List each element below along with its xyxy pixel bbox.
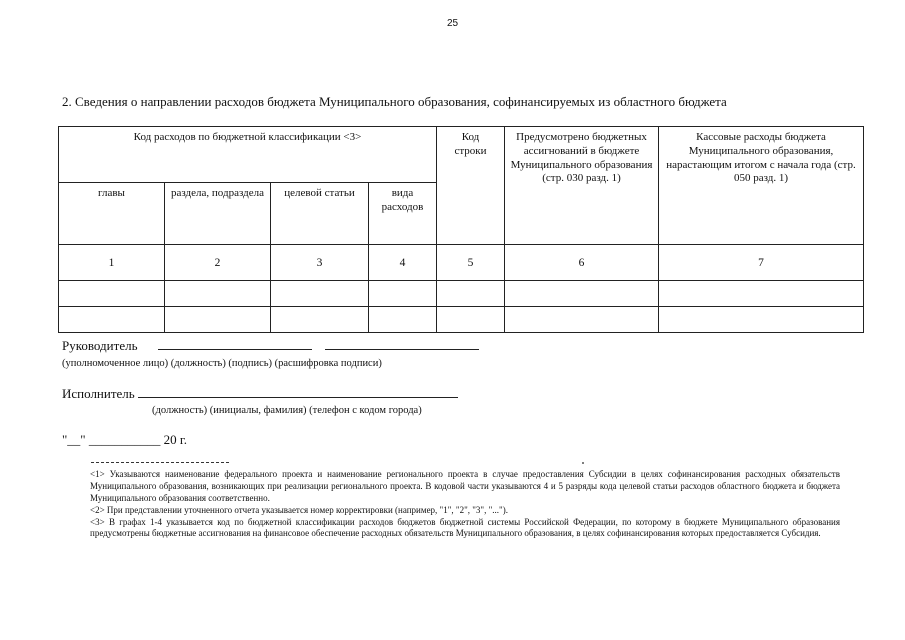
table-cell [437, 307, 505, 333]
page-number: 25 [446, 18, 459, 29]
date-line: "__" ___________ 20 г. [62, 432, 187, 447]
subheader-expense-type: вида расходов [369, 183, 437, 245]
subheader-chapter: главы [59, 183, 165, 245]
head-signature-line [62, 338, 479, 354]
table-cell [369, 281, 437, 307]
table-row [59, 307, 864, 333]
column-number: 5 [437, 245, 505, 281]
table-cell [59, 281, 165, 307]
table-cell [437, 281, 505, 307]
expenses-table [58, 126, 864, 333]
section-title: 2. Сведения о направлении расходов бюджета Муниципального образования, софинансируемых из областного бюджета [62, 94, 727, 109]
column-number: 3 [271, 245, 369, 281]
header-row-code: Код строки [437, 127, 505, 245]
executor-label: Исполнитель [62, 386, 135, 401]
executor-blank [138, 387, 458, 398]
header-cash-expenses: Кассовые расходы бюджета Муниципального образования, нарастающим итогом с начала года (стр. 050 разд. 1) [659, 127, 864, 245]
table-cell [271, 307, 369, 333]
column-number: 2 [165, 245, 271, 281]
table-cell [271, 281, 369, 307]
column-number: 1 [59, 245, 165, 281]
header-budget-classification: Код расходов по бюджетной классификации <3> [59, 127, 437, 183]
table-row [59, 281, 864, 307]
column-number: 4 [369, 245, 437, 281]
position-blank [158, 339, 312, 350]
executor-caption: (должность) (инициалы, фамилия) (телефон с кодом города) [152, 405, 422, 416]
head-caption: (уполномоченное лицо) (должность) (подпись) (расшифровка подписи) [62, 358, 382, 369]
table-cell [505, 281, 659, 307]
table-cell [659, 281, 864, 307]
table-cell [659, 307, 864, 333]
subheader-target-article: целевой статьи [271, 183, 369, 245]
head-label: Руководитель [62, 338, 138, 353]
table-cell [59, 307, 165, 333]
footnote-1: <1> Указываются наименование федерального проекта и наименование регионального проекта в случае предоставления Субсидии в целях софинансирования расходных обязательств Муниципального образования, возникающих при реализации регионального проекта. В кодовой части указываются 4 и 5 разряды кода целевой статьи расходов областного бюджета и бюджета Муниципального образования соответственно. [90, 469, 840, 503]
table-cell [165, 307, 271, 333]
footnotes [90, 462, 840, 540]
signature-blank [325, 339, 479, 350]
footnote-divider [91, 462, 229, 463]
footnote-2: <2> При представлении уточненного отчета указывается номер корректировки (например, "1", "2", "3", "..."). [90, 504, 508, 515]
subheader-section: раздела, подраздела [165, 183, 271, 245]
table-cell [369, 307, 437, 333]
table-cell [165, 281, 271, 307]
executor-signature-line [62, 386, 458, 402]
footnote-3: <3> В графах 1-4 указывается код по бюджетной классификации расходов бюджетов бюджетной системы Российской Федерации, по которому в бюджете Муниципального образования предусмотрены бюджетные ассигнования на финансовое обеспечение расходных обязательств Муниципального образования, в целях софинансирования которых предоставляется Субсидия. [90, 516, 840, 539]
table-cell [505, 307, 659, 333]
column-number: 6 [505, 245, 659, 281]
header-planned-allocations: Предусмотрено бюджетных ассигнований в бюджете Муниципального образования (стр. 030 разд. 1) [505, 127, 659, 245]
column-number: 7 [659, 245, 864, 281]
